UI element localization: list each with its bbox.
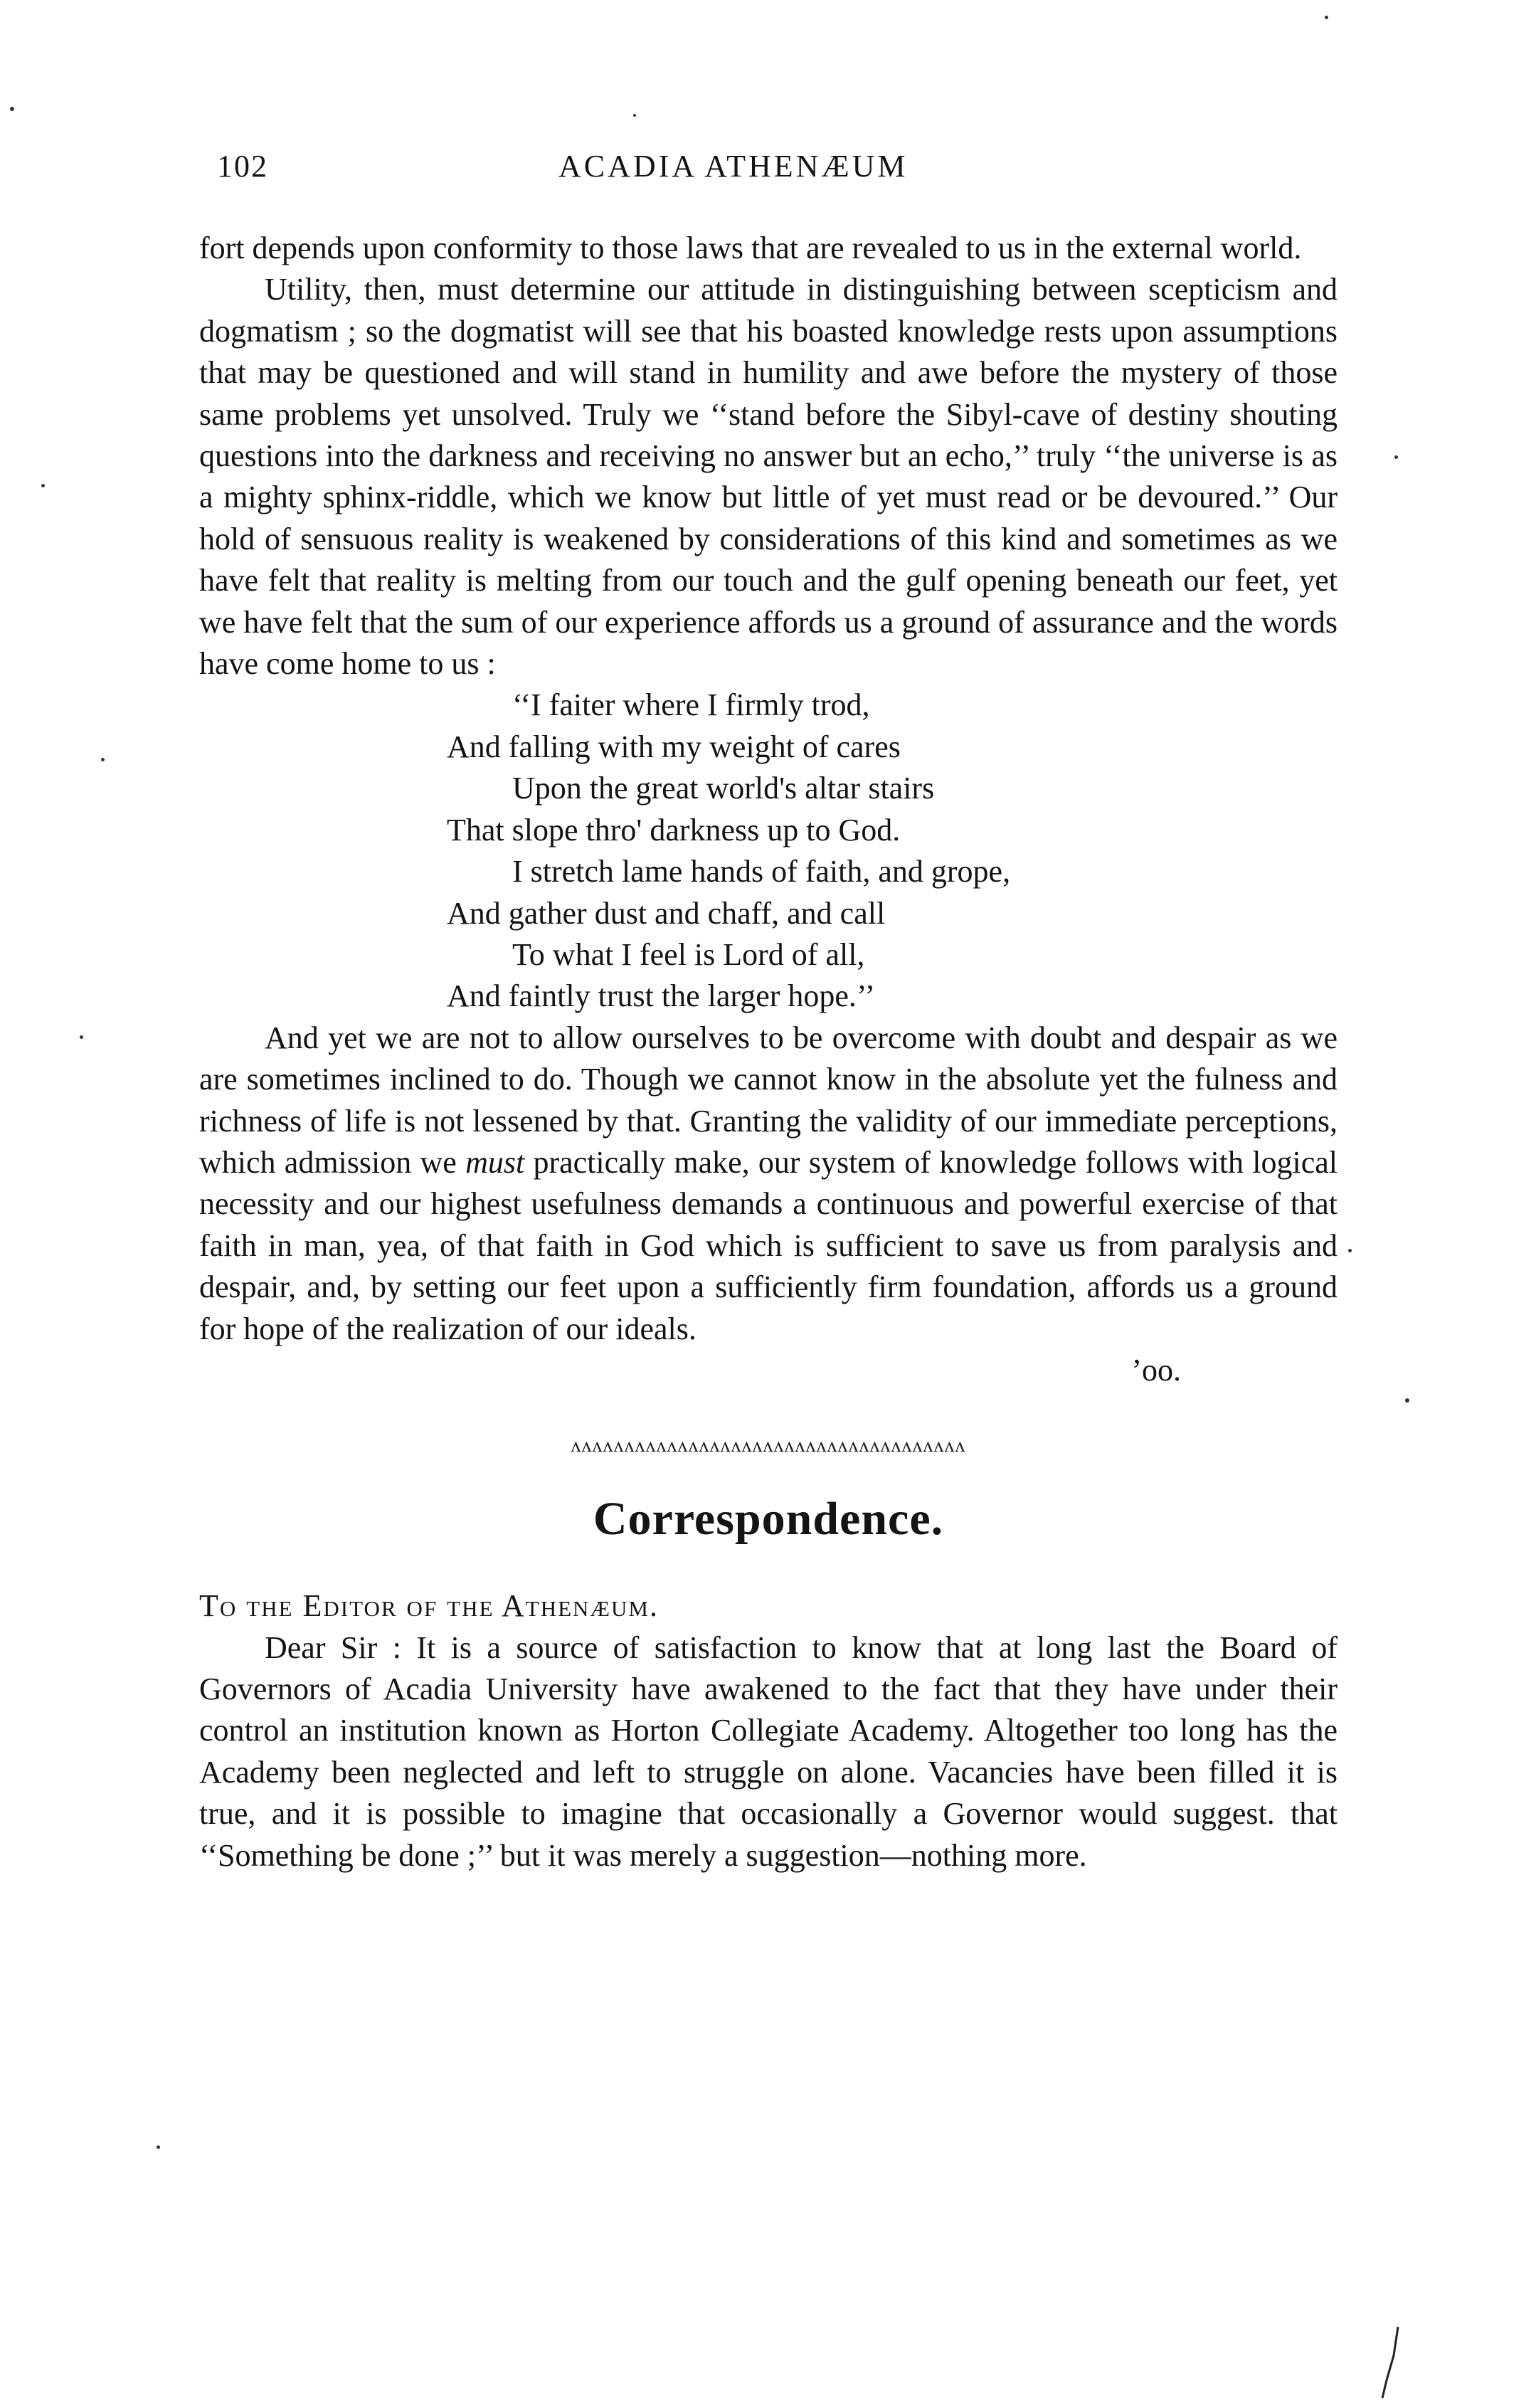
letter-salutation: To the Editor of the Athenæum. [199,1588,659,1624]
emphasis-must: must [465,1144,525,1180]
poem-line: I stretch lame hands of faith, and grope, [512,854,1011,889]
letter-paragraph: Dear Sir : It is a source of satisfaction to know that at long last the Board of Governors of Acadia University have awakened to the fact that they have under their control an institution known as Horton Collegiate Academy. Altogether too long has the Academy been neglected and left to struggle on alone. Vacancies have been filled it is true, and it is possible to imagine that occasionally a Governor would suggest. that ‘‘Something be done ;’’ but it was merely a suggestion—nothing more. [199,1630,1338,1873]
poem-line: Upon the great world's altar stairs [512,771,935,806]
poem-line: And faintly trust the larger hope.’’ [447,978,875,1014]
poem-quotation [199,685,1338,1017]
page-number: 102 [217,149,268,184]
paragraph-1: fort depends upon conformity to those laws that are revealed to us in the external world. [199,231,1302,265]
page-header [217,148,1334,191]
text-column [199,228,1338,1876]
poem-line: That slope thro' darkness up to God. [447,812,901,847]
poem-line: To what I feel is Lord of all, [512,936,865,972]
paragraph-3-text-end: practically make, our system of knowledge follows with logical necessity and our highest usefulness demands a continuous and powerful exercise of that faith in man, yea, of that faith in God which is sufficient to save us from paralysis and despair, and, by setting our feet upon a sufficiently firm foundation, affords us a ground for hope of the realization of our ideals. [199,1144,1338,1346]
author-signature: ’oo. [1131,1352,1181,1388]
paragraph-3-text: And yet we are not to allow ourselves to be overcome with doubt and despair as we are sometimes inclined to do. Though we cannot know in the absolute yet the fulness and richness of life is not lessened by that. Granting the validity of our immediate perceptions, which admission we [199,1020,1338,1180]
paragraph-2: Utility, then, must determine our attitude in distinguishing between scepticism and dogmatism ; so the dogmatist will see that his boasted knowledge rests upon assumptions that may be questioned and will stand in humility and awe before the mystery of those same problems yet unsolved. Truly we ‘‘stand before the Sibyl-cave of destiny shouting questions into the darkness and receiving no answer but an echo,’’ truly ‘‘the universe is as a mighty sphinx-riddle, which we know but little of yet must read or be devoured.’’ Our hold of sensuous reality is weakened by considerations of this kind and sometimes as we have felt that reality is melting from our touch and the gulf opening beneath our feet, yet we have felt that the sum of our experience affords us a ground of assurance and the words have come home to us : [199,272,1338,682]
poem-line: ‘‘I faiter where I firmly trod, [512,687,870,723]
poem-line: And falling with my weight of cares [447,729,901,764]
paragraph-3 [199,1018,1338,1350]
poem-line: And gather dust and chaff, and call [447,895,886,931]
running-title: ACADIA ATHENÆUM [558,149,909,184]
section-title: Correspondence. [593,1492,944,1545]
pencil-mark [1377,2323,1405,2402]
ornamental-divider: ʌʌʌʌʌʌʌʌʌʌʌʌʌʌʌʌʌʌʌʌʌʌʌʌʌʌʌʌʌʌʌʌʌʌʌʌʌ [571,1435,966,1457]
